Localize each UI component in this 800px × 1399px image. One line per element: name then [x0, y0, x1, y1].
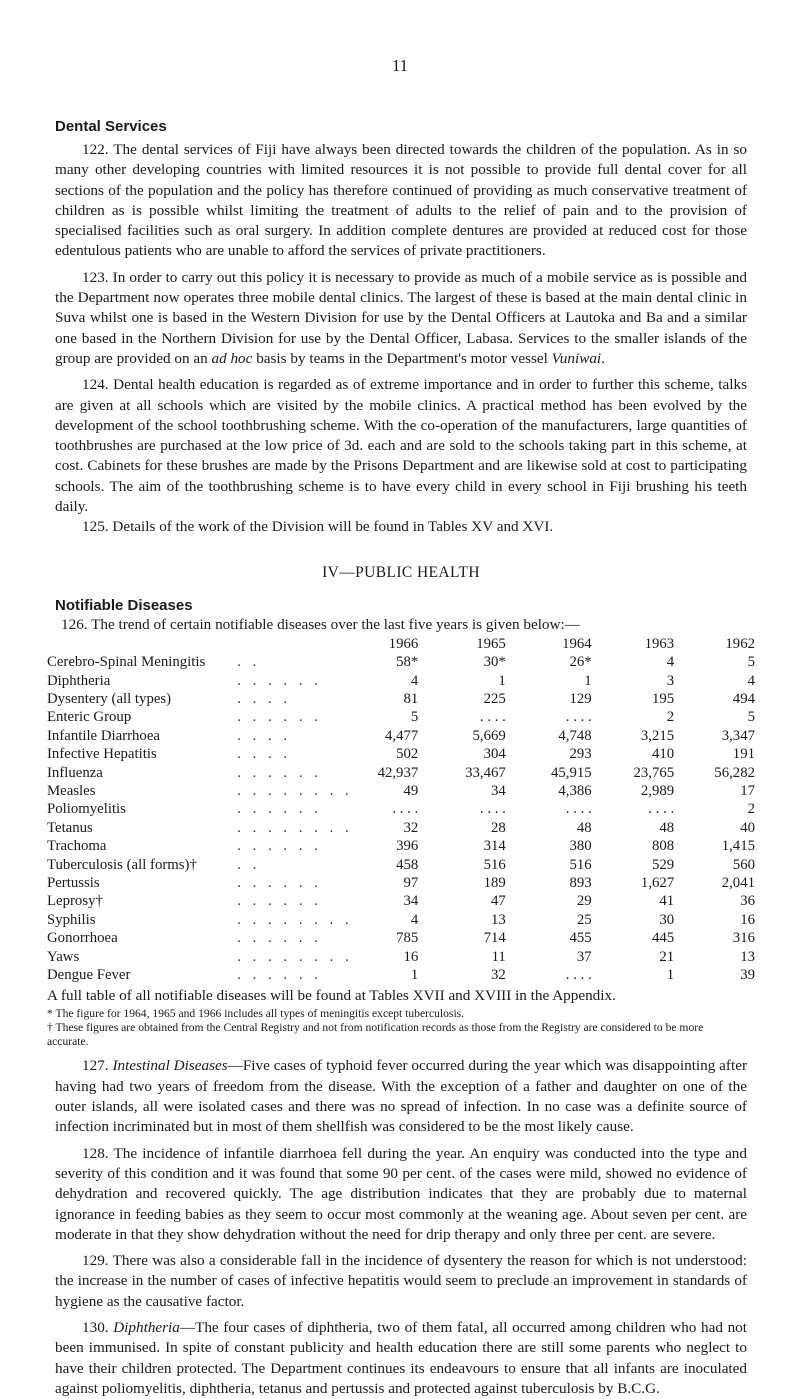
table-row: [47, 653, 755, 671]
dot-leaders: . . . . . . . .: [237, 782, 353, 799]
cell-1963: 41: [659, 893, 675, 910]
disease-name: Tuberculosis (all forms)†: [47, 856, 197, 873]
cell-1962: 4: [747, 672, 755, 689]
cell-1964: 37: [576, 948, 592, 965]
table-row: [47, 745, 755, 763]
cell-1962: 40: [740, 819, 755, 836]
cell-1963: 2: [666, 709, 675, 726]
cell-1962: 494: [732, 690, 755, 707]
cell-1962: 5: [747, 654, 755, 671]
cell-1965: . . . .: [479, 709, 506, 726]
cell-1966: 1: [410, 967, 419, 984]
paragraph-129: 129. There was also a considerable fall in the incidence of dysentery the reason for which is not understood: the increase in the number of cases of infective hepatitis would seem to preclude an improvement in standards of hygiene as the causative factor.: [55, 1252, 747, 1310]
cell-1966: 97: [403, 875, 419, 892]
cell-1965: 304: [483, 746, 506, 763]
cell-1966: 32: [403, 819, 419, 836]
disease-name: Gonorrhoea: [47, 930, 118, 947]
cell-1962: 2,041: [721, 875, 755, 892]
footnote-registry: † These figures are obtained from the Central Registry and not from notification records as those from the Registry are considered to be more accurate.: [47, 1021, 704, 1049]
table-row: [47, 837, 755, 855]
dot-leaders: . . . . . . . .: [237, 911, 353, 928]
cell-1963: 2,989: [640, 782, 675, 799]
cell-1964: 25: [576, 911, 592, 928]
cell-1963: 23,765: [633, 764, 675, 781]
cell-1965: 32: [491, 967, 506, 984]
cell-1962: 16: [740, 911, 755, 928]
paragraph-125: 125. Details of the work of the Division will be found in Tables XV and XVI.: [82, 518, 554, 536]
dot-leaders: . . . . . .: [237, 967, 322, 984]
cell-1964: 4,748: [558, 727, 592, 744]
dot-leaders: . . . . . .: [237, 875, 322, 892]
header-year-1966: 1966: [388, 635, 419, 652]
dot-leaders: . .: [237, 654, 261, 671]
cell-1964: 1: [584, 672, 592, 689]
notifiable-diseases-heading: Notifiable Diseases: [55, 596, 193, 614]
dot-leaders: . . . . . .: [237, 930, 322, 947]
cell-1964: . . . .: [565, 709, 592, 726]
cell-1963: 445: [651, 930, 675, 947]
disease-name: Tetanus: [47, 819, 93, 836]
paragraph-123-vessel-name: Vuniwai: [551, 349, 602, 367]
cell-1964: 455: [569, 930, 592, 947]
dental-services-heading: Dental Services: [55, 118, 167, 135]
table-row: [47, 764, 755, 782]
table-row: [47, 911, 755, 929]
disease-name: Influenza: [47, 764, 103, 781]
cell-1965: 28: [491, 819, 506, 836]
cell-1963: 1,627: [640, 875, 675, 892]
dot-leaders: . .: [237, 856, 261, 873]
cell-1964: 380: [569, 838, 592, 855]
header-year-1965: 1965: [476, 635, 506, 652]
cell-1963: 21: [659, 948, 675, 965]
disease-name: Yaws: [47, 948, 80, 965]
cell-1962: 1,415: [721, 838, 755, 855]
header-year-1964: 1964: [562, 635, 592, 652]
cell-1962: 5: [747, 709, 755, 726]
disease-name: Trachoma: [47, 838, 107, 855]
header-disease: [47, 635, 237, 654]
table-row: [47, 800, 755, 818]
cell-1964: 516: [569, 856, 592, 873]
paragraph-124: 124. Dental health education is regarded as of extreme importance and in order to further this scheme, talks are given at all schools which are visited by the mobile clinics. A practical method has been evolved by the development of the school toothbrushing scheme. With the co-operation of the manufacturers, large quantities of toothbrushes are purchased at the low price of 3d. each and are sold to the schools taking part in this scheme, at cost. Cabinets for these brushes are made by the Prisons Department and are likewise sold at cost to participating schools. The aim of the toothbrushing scheme is to have every child in every school in Fiji brushing his teeth daily.: [55, 376, 747, 516]
cell-1964: 29: [576, 893, 592, 910]
disease-name: Dysentery (all types): [47, 690, 172, 707]
cell-1965: 34: [491, 782, 506, 799]
table-row: [47, 948, 755, 966]
paragraph-126: 126. The trend of certain notifiable diseases over the last five years is given below:—: [61, 615, 580, 633]
page-number: 11: [391, 56, 409, 75]
dot-leaders: . . . . . .: [237, 801, 322, 818]
dot-leaders: . . . . . .: [237, 709, 322, 726]
paragraph-127-lead: 127.: [82, 1057, 113, 1075]
disease-name: Poliomyelitis: [47, 801, 126, 818]
table-row: [47, 690, 755, 708]
disease-name: Infective Hepatitis: [47, 746, 157, 763]
table-row: [47, 819, 755, 837]
dot-leaders: . . . . . . . .: [237, 948, 353, 965]
paragraph-128: 128. The incidence of infantile diarrhoea fell during the year. An enquiry was conducted into the type and severity of this condition and it was found that some 90 per cent. of the cases were mild, showed no evidence of dehydration and recovered quickly. The age distribution indicates that they are probably due to maternal ignorance in feeding babies as they seem to occur most commonly at the weaning age. About seven per cent. are moderate in that they show dehydration without the need for drip therapy and only three per cent. are severe.: [55, 1144, 747, 1243]
paragraph-122: 122. The dental services of Fiji have always been directed towards the children of the population. As in so many other developing countries with limited resources it is not possible to provide full dental cover for all sections of the population and the policy has therefore continued of providing as much conservative treatment of children as is possible whilst limiting the treatment of adults to the relief of pain and to the provision of specialised facilities such as oral surgery. In addition complete dentures are provided at reduced cost for those edentulous patients who are unable to afford the services of private practitioners.: [55, 141, 747, 260]
dot-leaders: . . . .: [237, 746, 292, 763]
cell-1964: 893: [569, 875, 592, 892]
notifiable-diseases-table: [47, 635, 755, 985]
paragraph-123-end: .: [601, 349, 605, 367]
paragraph-123-italic-ad-hoc: ad hoc: [211, 349, 253, 367]
paragraph-127-text: —Five cases of typhoid fever occurred during the year which was disappointing after having had two years of freedom from the disease. With the exception of a father and daughter on one of the outer islands, all were isolated cases and there was no spread of infection. In no case was a definite source of infection incriminated but in most of them shellfish was considered to be the most likely cause.: [55, 1057, 747, 1136]
public-health-paragraphs: [55, 1056, 747, 1399]
cell-1966: 396: [396, 838, 419, 855]
cell-1966: 4,477: [384, 727, 419, 744]
dot-leaders: . . . . . .: [237, 672, 322, 689]
disease-name: Syphilis: [47, 911, 96, 928]
cell-1966: 42,937: [377, 764, 419, 781]
cell-1963: 4: [666, 654, 675, 671]
disease-name: Dengue Fever: [47, 967, 131, 984]
cell-1965: 1: [498, 672, 506, 689]
cell-1965: 225: [483, 690, 506, 707]
cell-1965: 33,467: [465, 764, 506, 781]
cell-1963: 48: [659, 819, 675, 836]
cell-1965: . . . .: [479, 801, 506, 818]
cell-1965: 314: [483, 838, 506, 855]
table-row: [47, 727, 755, 745]
cell-1966: 502: [396, 746, 419, 763]
table-row: [47, 708, 755, 726]
cell-1966: 81: [403, 690, 419, 707]
cell-1963: . . . .: [648, 801, 675, 818]
cell-1965: 13: [491, 911, 506, 928]
cell-1965: 47: [491, 893, 506, 910]
disease-name: Infantile Diarrhoea: [47, 727, 160, 744]
disease-name: Measles: [47, 782, 96, 799]
cell-1963: 410: [651, 746, 675, 763]
table-row: [47, 892, 755, 910]
cell-1966: 4: [410, 672, 419, 689]
public-health-title: IV—PUBLIC HEALTH: [322, 563, 480, 581]
paragraph-130-italic: Diphtheria: [113, 1319, 180, 1337]
full-table-note: A full table of all notifiable diseases will be found at Tables XVII and XVIII in the Appendix.: [47, 987, 616, 1005]
cell-1964: . . . .: [565, 967, 592, 984]
cell-1962: 191: [732, 746, 755, 763]
paragraph-127-italic: Intestinal Diseases: [112, 1057, 228, 1075]
cell-1962: 316: [732, 930, 755, 947]
footnote-meningitis: * The figure for 1964, 1965 and 1966 includes all types of meningitis except tuberculosis.: [47, 1007, 465, 1021]
paragraph-130: [55, 1318, 747, 1399]
cell-1963: 529: [651, 856, 675, 873]
disease-name: Leprosy†: [47, 893, 103, 910]
dot-leaders: . . . . . .: [237, 893, 322, 910]
cell-1966: . . . .: [392, 801, 419, 818]
table-row: [47, 874, 755, 892]
disease-name: Cerebro-Spinal Meningitis: [47, 654, 206, 671]
table-header-row: [47, 635, 755, 654]
paragraph-123-mid: basis by teams in the Department's motor vessel: [252, 349, 552, 367]
table-row: [47, 672, 755, 690]
cell-1966: 5: [410, 709, 419, 726]
cell-1966: 458: [396, 856, 419, 873]
header-year-1963: 1963: [644, 635, 675, 652]
dot-leaders: . . . . . .: [237, 764, 322, 781]
cell-1963: 195: [651, 690, 675, 707]
cell-1962: 56,282: [714, 764, 755, 781]
dot-leaders: . . . .: [237, 690, 292, 707]
cell-1965: 30*: [483, 654, 506, 671]
paragraph-130-lead: 130.: [82, 1319, 114, 1337]
cell-1966: 4: [410, 911, 419, 928]
table-row: [47, 782, 755, 800]
paragraph-123: [55, 268, 747, 369]
cell-1965: 11: [491, 948, 506, 965]
cell-1965: 5,669: [472, 727, 506, 744]
cell-1962: 560: [732, 856, 755, 873]
cell-1963: 1: [666, 967, 675, 984]
table-body: [47, 653, 755, 984]
cell-1964: 129: [569, 690, 592, 707]
dot-leaders: . . . . . . . .: [237, 819, 353, 836]
header-year-1962: 1962: [725, 635, 755, 652]
cell-1966: 785: [396, 930, 419, 947]
paragraph-123-text: 123. In order to carry out this policy it is necessary to provide as much of a mobile service as is possible and the Department now operates three mobile dental clinics. The largest of these is based at the main dental clinic in Suva whilst one is based in the Western Division for use by the Dental Officers at Lautoka and Ba and a similar one based in the Northern Division for use by the Dental Officer, Labasa. Services to the smaller islands of the group are provided on an: [55, 268, 747, 367]
cell-1966: 49: [403, 782, 419, 799]
cell-1963: 3: [666, 672, 675, 689]
cell-1963: 808: [651, 838, 675, 855]
cell-1963: 30: [659, 911, 675, 928]
cell-1964: . . . .: [565, 801, 592, 818]
paragraph-127: [55, 1056, 747, 1137]
disease-name: Diphtheria: [47, 672, 111, 689]
cell-1964: 26*: [569, 654, 592, 671]
dot-leaders: . . . . . .: [237, 838, 322, 855]
cell-1962: 2: [747, 801, 755, 818]
cell-1964: 293: [569, 746, 592, 763]
cell-1966: 34: [403, 893, 419, 910]
cell-1962: 13: [740, 948, 755, 965]
cell-1965: 714: [483, 930, 506, 947]
cell-1966: 58*: [396, 654, 419, 671]
page-content: [47, 118, 755, 1399]
table-row: [47, 856, 755, 874]
cell-1964: 45,915: [551, 764, 592, 781]
table-row: [47, 929, 755, 947]
cell-1965: 189: [483, 875, 506, 892]
cell-1962: 3,347: [721, 727, 755, 744]
cell-1962: 36: [740, 893, 755, 910]
cell-1966: 16: [403, 948, 419, 965]
cell-1962: 39: [740, 967, 755, 984]
cell-1964: 4,386: [558, 782, 592, 799]
cell-1964: 48: [576, 819, 592, 836]
disease-name: Pertussis: [47, 875, 100, 892]
header-leaders: [237, 635, 353, 654]
dot-leaders: . . . .: [237, 727, 292, 744]
table-row: [47, 966, 755, 984]
disease-name: Enteric Group: [47, 709, 132, 726]
cell-1962: 17: [740, 782, 755, 799]
cell-1965: 516: [483, 856, 506, 873]
paragraph-130-text: —The four cases of diphtheria, two of them fatal, all occurred among children who had not been immunised. In spite of constant publicity and health education there are still some parents who neglect to have their children protected. The Department continues its endeavours to ensure that all infants are inoculated against poliomyelitis, diphtheria, tetanus and pertussis and protected against tuberculosis by B.C.G.: [55, 1319, 747, 1397]
cell-1963: 3,215: [640, 727, 675, 744]
